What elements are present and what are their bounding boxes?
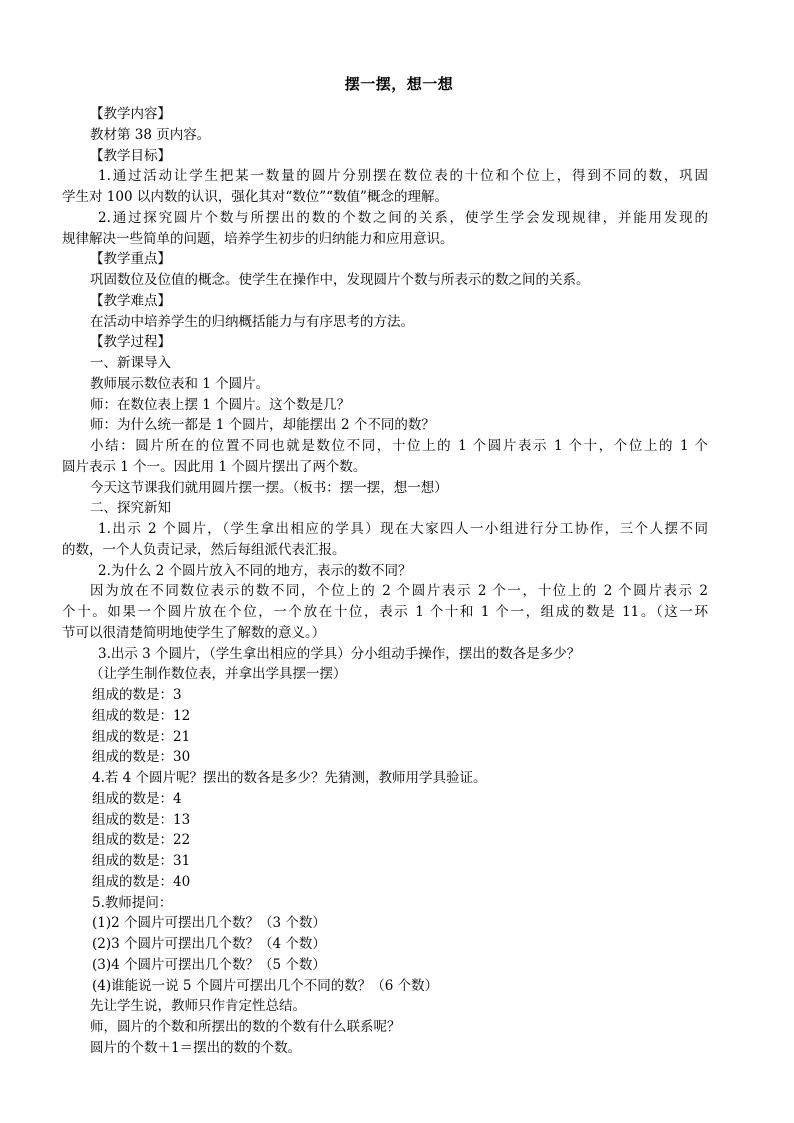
section-heading-objectives: 【教学目标】 (90, 147, 171, 164)
paragraph-line: 师：为什么统一都是 1 个圆片，却能摆出 2 个不同的数？ (90, 417, 435, 434)
paragraph-line: 规律解决一些简单的问题，培养学生初步的归纳能力和应用意识。 (62, 230, 454, 247)
paragraph-line: 2.通过探究圆片个数与所摆出的数的个数之间的关系，使学生学会发现规律，并能用发现的 (98, 209, 708, 226)
paragraph-line: 节可以很清楚简明地使学生了解数的意义。） (62, 624, 326, 641)
list-item: (1)2 个圆片可摆出几个数？（3 个数） (92, 915, 326, 932)
paragraph-line: 教师展示数位表和 1 个圆片。 (90, 375, 270, 392)
section-heading-content: 【教学内容】 (90, 106, 171, 122)
paragraph-line: （让学生制作数位表，并拿出学具摆一摆） (90, 666, 347, 683)
paragraph-line: 5.教师提问： (92, 894, 173, 911)
list-item: 组成的数是：12 (92, 707, 191, 724)
page-title: 摆一摆，想一想 (344, 75, 454, 93)
list-item: 组成的数是：13 (92, 811, 191, 828)
section-heading-key-points: 【教学重点】 (90, 251, 171, 268)
paragraph-line: 3.出示 3 个圆片，（学生拿出相应的学具）分小组动手操作，摆出的数各是多少？ (98, 645, 581, 662)
subsection-heading: 一、新课导入 (90, 355, 171, 371)
paragraph-line: 小结：圆片所在的位置不同也就是数位不同，十位上的 1 个圆片表示 1 个十，个位上的 1 个 (90, 438, 708, 454)
document-page (62, 72, 708, 1059)
paragraph-line: 1.通过活动让学生把某一数量的圆片分别摆在数位表的十位和个位上，得到不同的数，巩固 (98, 168, 708, 185)
paragraph-line: 师，圆片的个数和所摆出的数的个数有什么联系呢？ (90, 1019, 401, 1035)
paragraph-line: 师：在数位表上摆 1 个圆片。这个数是几？ (90, 396, 351, 413)
subsection-heading: 二、探究新知 (90, 500, 171, 517)
paragraph-line: 2.为什么 2 个圆片放入不同的地方，表示的数不同？ (98, 562, 412, 579)
paragraph-line: 教材第 38 页内容。 (90, 126, 211, 143)
section-heading-process: 【教学过程】 (90, 334, 171, 351)
paragraph-line: 今天这节课我们就用圆片摆一摆。（板书：摆一摆，想一想） (90, 479, 448, 496)
paragraph-line: 的数，一个人负责记录，然后每组派代表汇报。 (62, 541, 346, 558)
paragraph-line: 4.若 4 个圆片呢？摆出的数各是多少？先猜测，教师用学具验证。 (92, 770, 487, 786)
list-item: 组成的数是：3 (92, 687, 182, 703)
paragraph-line: 1.出示 2 个圆片，（学生拿出相应的学具）现在大家四人一小组进行分工协作，三个人摆不同 (98, 521, 708, 537)
paragraph-line: 巩固数位及位值的概念。使学生在操作中，发现圆片个数与所表示的数之间的关系。 (90, 272, 590, 288)
paragraph-line: 学生对 100 以内数的认识，强化其对“数位”“数值”概念的理解。 (62, 189, 448, 205)
list-item: 组成的数是：40 (92, 873, 191, 890)
list-item: 组成的数是：22 (92, 832, 191, 849)
paragraph-line: 个十。如果一个圆片放在个位，一个放在十位，表示 1 个十和 1 个一，组成的数是 11。（这一环 (62, 604, 708, 620)
paragraph-line: 因为放在不同数位表示的数不同，个位上的 2 个圆片表示 2 个一，十位上的 2 个圆片表示 2 (90, 583, 708, 600)
list-item: (4)谁能说一说 5 个圆片可摆出几个不同的数？（6 个数） (92, 977, 439, 994)
list-item: (3)4 个圆片可摆出几个数？（5 个数） (92, 956, 326, 973)
list-item: 组成的数是：21 (92, 728, 191, 745)
list-item: 组成的数是：4 (92, 790, 182, 807)
paragraph-line: 在活动中培养学生的归纳概括能力与有序思考的方法。 (90, 313, 414, 330)
paragraph-line: 先让学生说，教师只作肯定性总结。 (90, 998, 306, 1015)
list-item: 组成的数是：31 (92, 853, 191, 869)
paragraph-line: 圆片的个数＋1＝摆出的数的个数。 (90, 1039, 302, 1056)
paragraph-line: 圆片表示 1 个一。因此用 1 个圆片摆出了两个数。 (62, 458, 367, 475)
section-heading-difficulties: 【教学难点】 (90, 292, 171, 309)
list-item: 组成的数是：30 (92, 749, 191, 766)
list-item: (2)3 个圆片可摆出几个数？（4 个数） (92, 936, 326, 952)
